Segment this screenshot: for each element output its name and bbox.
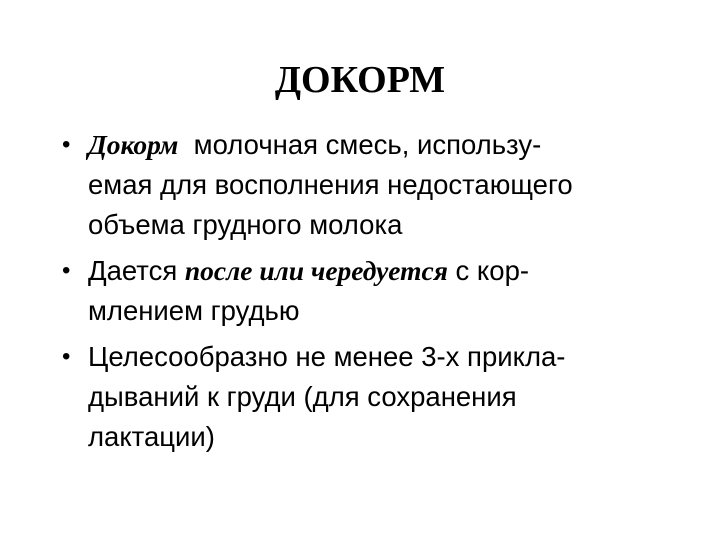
bullet-marker: • — [62, 343, 71, 370]
emphasis-term: Докорм — [88, 129, 179, 160]
bullet-text-after: с кор-млением грудью — [88, 255, 530, 326]
bullet-item-feeding-order — [62, 251, 582, 331]
emphasis-phrase: после или чередуется — [184, 255, 448, 286]
bullet-text: Целесообразно не менее 3-х прикла-дываний к груди (для сохранения лактации) — [88, 341, 566, 452]
bullet-marker: • — [62, 257, 71, 284]
bullet-item-lactation — [62, 337, 582, 457]
bullet-text: молочная смесь, использу-емая для восполнения недостающего объема грудного молока — [88, 129, 581, 240]
bullet-marker: • — [62, 131, 71, 158]
bullet-text-before: Дается — [88, 255, 185, 286]
slide-title: ДОКОРМ — [274, 59, 446, 101]
bullet-item-dokorm-definition — [62, 125, 582, 245]
bullet-list — [62, 125, 582, 463]
